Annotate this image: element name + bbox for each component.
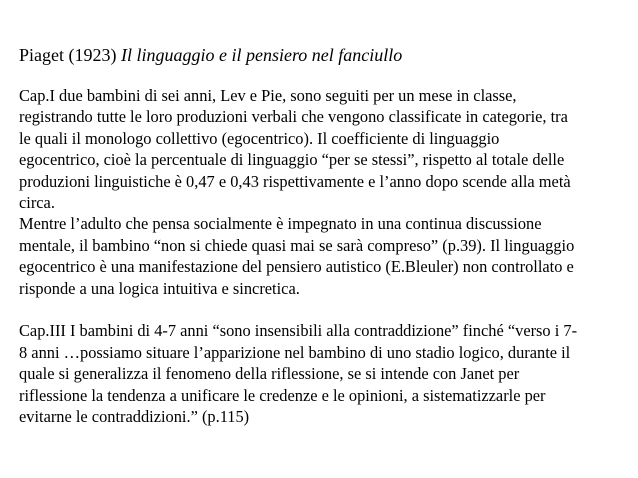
spacer: [19, 66, 631, 85]
text-line: produzioni linguistiche è 0,47 e 0,43 rispettivamente e l’anno dopo scende alla metà: [19, 171, 571, 191]
text-line: egocentrico è una manifestazione del pensiero autistico (E.Bleuler) non controllato e: [19, 257, 574, 277]
text-line: Cap.I due bambini di sei anni, Lev e Pie, sono seguiti per un mese in classe,: [19, 86, 517, 105]
text-line: egocentrico, cioè la percentuale di linguaggio “per se stessi”, rispetto al totale delle: [19, 150, 565, 170]
text-line: le quali il monologo collettivo (egocentrico). Il coefficiente di linguaggio: [19, 128, 500, 148]
text-line: riflessione la tendenza a unificare le credenze e le opinioni, a sistematizzarle per: [19, 385, 546, 405]
slide: [19, 44, 631, 427]
text-line: circa.: [19, 193, 55, 213]
text-line: Mentre l’adulto che pensa socialmente è impegnato in una continua discussione: [19, 214, 542, 234]
paragraph-chapter-1: [19, 85, 631, 299]
title-author-year: Piaget (1923): [19, 45, 121, 65]
text-line: mentale, il bambino “non si chiede quasi mai se sarà compreso” (p.39). Il linguaggio: [19, 235, 575, 255]
text-line: evitarne le contraddizioni.” (p.115): [19, 407, 250, 427]
text-line: Cap.III I bambini di 4-7 anni “sono insensibili alla contraddizione” finché “verso i 7-: [19, 321, 578, 341]
paragraph-chapter-3: [19, 320, 631, 427]
spacer: [19, 299, 631, 320]
text-line: quale si generalizza il fenomeno della riflessione, se si intende con Janet per: [19, 364, 520, 384]
slide-title: [19, 44, 631, 66]
text-line: risponde a una logica intuitiva e sincretica.: [19, 278, 300, 298]
title-work: Il linguaggio e il pensiero nel fanciullo: [120, 45, 403, 65]
text-line: 8 anni …possiamo situare l’apparizione nel bambino di uno stadio logico, durante il: [19, 342, 571, 362]
text-line: registrando tutte le loro produzioni verbali che vengono classificate in categorie, tra: [19, 107, 568, 127]
